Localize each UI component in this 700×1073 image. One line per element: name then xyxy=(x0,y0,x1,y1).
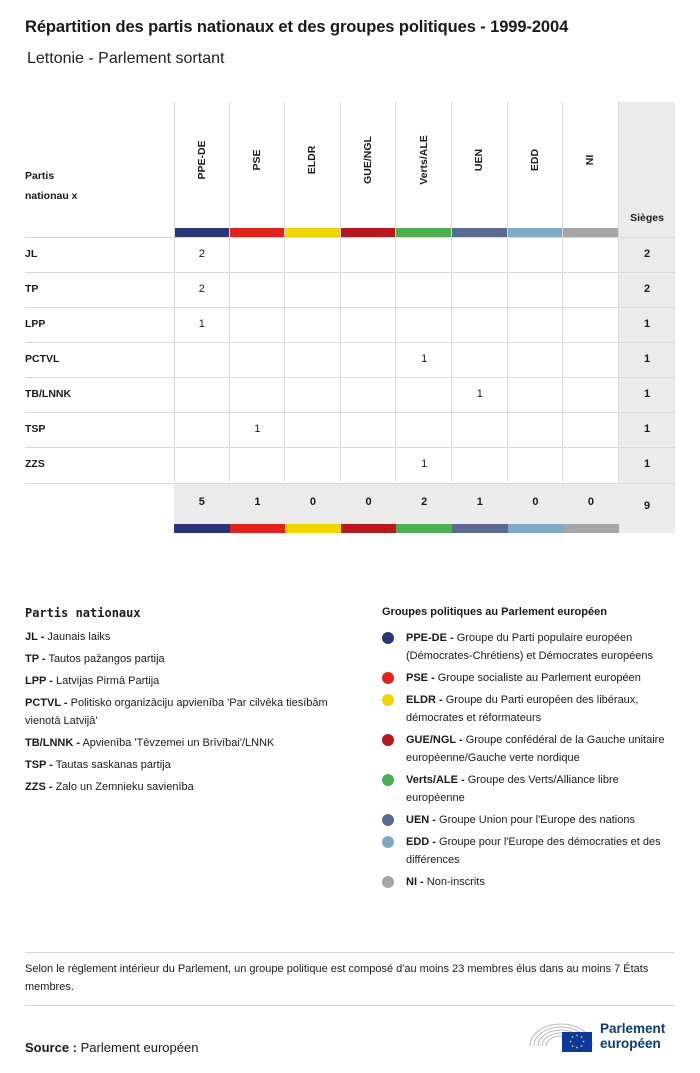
legend-color-dot xyxy=(382,876,394,888)
group-color-bar xyxy=(230,524,286,533)
legend-code: TP - xyxy=(25,653,46,665)
legend-code: TB/LNNK - xyxy=(25,737,80,749)
legend-item xyxy=(382,771,675,807)
seats-column-header: Sièges xyxy=(630,212,664,224)
row-total-cell: 2 xyxy=(643,283,651,295)
group-column-label: UEN xyxy=(473,148,486,172)
legend-text: Groupe des Verts/Alliance libre européenne xyxy=(406,774,619,804)
group-column-header xyxy=(341,102,397,237)
legend-color-dot xyxy=(382,694,394,706)
legend-code: TSP - xyxy=(25,759,53,771)
seat-count-cell: 2 xyxy=(198,248,205,260)
group-column-header xyxy=(230,102,286,237)
legend-text: Zalo un Zemnieku savienība xyxy=(55,781,194,793)
row-total-cell: 1 xyxy=(643,318,651,330)
group-column-header xyxy=(396,102,452,237)
legend-code: ZZS - xyxy=(25,781,53,793)
legend-text: Groupe du Parti populaire européen (Démocrates-Chrétiens) et Démocrates européens xyxy=(406,632,653,662)
legend-code: LPP - xyxy=(25,675,53,687)
legend-code: GUE/NGL - xyxy=(406,734,463,746)
legend-text: Groupe confédéral de la Gauche unitaire européenne/Gauche verte nordique xyxy=(406,734,665,764)
table-row xyxy=(25,272,675,307)
table-row xyxy=(25,447,675,482)
group-color-bar xyxy=(341,524,397,533)
legend-item xyxy=(382,691,675,727)
group-total: 1 xyxy=(254,496,261,508)
group-total: 0 xyxy=(365,496,372,508)
group-color-bar xyxy=(341,228,396,237)
party-name: TP xyxy=(25,283,39,295)
legend-text: Groupe Union pour l'Europe des nations xyxy=(439,814,635,826)
row-total-cell: 1 xyxy=(643,353,651,365)
group-color-bar xyxy=(563,524,619,533)
group-color-bar xyxy=(508,228,563,237)
legend-color-dot xyxy=(382,814,394,826)
political-groups-legend xyxy=(382,606,675,895)
group-color-bar xyxy=(230,228,285,237)
hemicycle-flag-icon xyxy=(528,1016,594,1054)
logo-line-1: Parlement xyxy=(600,1021,666,1036)
legend-text: Apvienība 'Tēvzemei un Brīvībai'/LNNK xyxy=(82,737,275,749)
legend-item xyxy=(25,650,335,668)
logo-line-2: européen xyxy=(600,1036,661,1051)
seat-count-cell: 1 xyxy=(254,423,261,435)
legend-item xyxy=(25,734,335,752)
distribution-table xyxy=(25,102,675,533)
legend-code: PCTVL - xyxy=(25,697,68,709)
group-column-header xyxy=(563,102,619,237)
row-total-cell: 1 xyxy=(643,423,651,435)
group-column-header xyxy=(285,102,341,237)
party-name: TB/LNNK xyxy=(25,388,72,400)
legend-item xyxy=(25,672,335,690)
group-column-label: ELDR xyxy=(306,145,319,175)
legend-text: Politisko organizāciju apvienība 'Par cilvēka tiesībām vienotā Latvijā' xyxy=(25,697,328,727)
table-row xyxy=(25,412,675,447)
national-parties-legend xyxy=(25,606,335,800)
legend-text: Jaunais laiks xyxy=(47,631,111,643)
seat-count-cell: 1 xyxy=(198,318,205,330)
group-total: 2 xyxy=(421,496,428,508)
group-total: 1 xyxy=(476,496,483,508)
legend-item xyxy=(25,756,335,774)
party-column-header: Partis nationau x xyxy=(25,170,78,202)
totals-row-divider xyxy=(25,483,675,484)
legend-item xyxy=(25,694,335,730)
legend-color-dot xyxy=(382,774,394,786)
group-column-label: GUE/NGL xyxy=(362,136,375,184)
group-column-header xyxy=(174,102,230,237)
group-color-bar xyxy=(452,228,507,237)
group-color-bar xyxy=(285,228,340,237)
legend-color-dot xyxy=(382,632,394,644)
party-name: PCTVL xyxy=(25,353,60,365)
grand-total: 9 xyxy=(643,500,651,512)
seat-count-cell: 1 xyxy=(421,458,428,470)
group-color-bar xyxy=(175,228,229,237)
group-total: 0 xyxy=(587,496,595,508)
group-column-label: Verts/ALE xyxy=(417,135,430,185)
group-color-bar xyxy=(563,228,618,237)
legend-color-dot xyxy=(382,672,394,684)
groups-legend-title: Groupes politiques au Parlement européen xyxy=(382,606,607,618)
divider xyxy=(25,952,675,953)
table-row xyxy=(25,237,675,272)
row-total-cell: 1 xyxy=(643,458,651,470)
source-value: Parlement européen xyxy=(80,1040,199,1055)
legend-item xyxy=(382,731,675,767)
legend-item xyxy=(25,628,335,646)
legend-color-dot xyxy=(382,836,394,848)
legend-code: PPE-DE - xyxy=(406,632,454,644)
seat-count-cell: 1 xyxy=(421,353,428,365)
party-name: TSP xyxy=(25,423,46,435)
divider xyxy=(25,1005,675,1006)
legend-code: Verts/ALE - xyxy=(406,774,465,786)
legend-text: Tautos pažangos partija xyxy=(48,653,165,665)
table-row xyxy=(25,377,675,412)
table-row xyxy=(25,307,675,342)
national-legend-title: Partis nationaux xyxy=(25,606,141,620)
group-color-bar xyxy=(396,524,452,533)
legend-item xyxy=(382,873,675,891)
group-color-bar xyxy=(396,228,451,237)
legend-code: EDD - xyxy=(406,836,436,848)
group-column-header xyxy=(508,102,564,237)
row-total-cell: 1 xyxy=(643,388,651,400)
seat-count-cell: 2 xyxy=(198,283,205,295)
group-total: 0 xyxy=(309,496,317,508)
party-name: LPP xyxy=(25,318,46,330)
table-row xyxy=(25,342,675,377)
legend-item xyxy=(382,811,675,829)
legend-item xyxy=(382,629,675,665)
legend-text: Tautas saskanas partija xyxy=(55,759,171,771)
page-title: Répartition des partis nationaux et des groupes politiques - 1999-2004 xyxy=(25,18,569,36)
party-name: JL xyxy=(25,248,38,260)
legend-text: Groupe du Parti européen des libéraux, démocrates et réformateurs xyxy=(406,694,639,724)
legend-item xyxy=(382,833,675,869)
footnote: Selon le règlement intérieur du Parlement, un groupe politique est composé d'au moins 23 membres élus dans au moins 7 États membres. xyxy=(25,963,649,993)
legend-text: Groupe pour l'Europe des démocraties et des différences xyxy=(406,836,661,866)
group-column-label: NI xyxy=(584,154,597,166)
group-column-label: PPE-DE xyxy=(195,140,208,180)
parliament-logo xyxy=(528,1016,678,1054)
legend-item xyxy=(382,669,675,687)
legend-code: JL - xyxy=(25,631,45,643)
group-color-bar xyxy=(508,524,564,533)
group-color-bar xyxy=(174,524,230,533)
legend-code: UEN - xyxy=(406,814,436,826)
legend-code: NI - xyxy=(406,876,424,888)
legend-code: ELDR - xyxy=(406,694,443,706)
seat-count-cell: 1 xyxy=(476,388,483,400)
legend-text: Groupe socialiste au Parlement européen xyxy=(437,672,641,684)
group-column-header xyxy=(452,102,508,237)
legend-text: Non-inscrits xyxy=(426,876,485,888)
legend-item xyxy=(25,778,335,796)
group-total: 0 xyxy=(532,496,539,508)
group-column-label: PSE xyxy=(250,149,263,171)
source-line xyxy=(25,1040,198,1055)
source-label: Source : xyxy=(25,1040,78,1055)
legend-color-dot xyxy=(382,734,394,746)
row-total-cell: 2 xyxy=(643,248,651,260)
group-color-bar xyxy=(285,524,341,533)
legend-code: PSE - xyxy=(406,672,435,684)
group-column-label: EDD xyxy=(528,148,541,172)
page-subtitle: Lettonie - Parlement sortant xyxy=(27,50,225,67)
group-total: 5 xyxy=(198,496,205,508)
party-name: ZZS xyxy=(25,458,45,470)
group-color-bar xyxy=(452,524,508,533)
legend-text: Latvijas Pirmā Partija xyxy=(55,675,160,687)
